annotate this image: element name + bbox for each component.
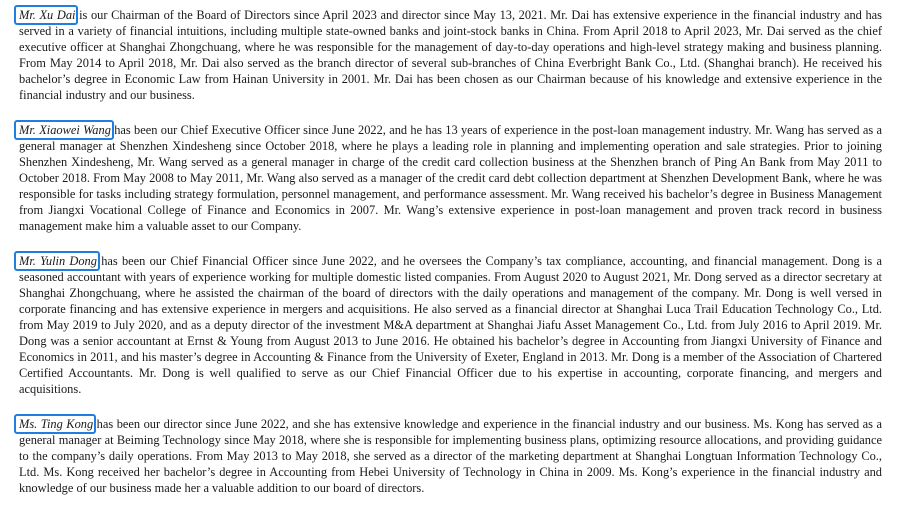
- highlighted-name-xiaowei-wang[interactable]: Mr. Xiaowei Wang: [19, 123, 111, 137]
- bio-text-xu-dai: is our Chairman of the Board of Directors since April 2023 and director since May 13, 2021. Mr. Dai has extensive experience in the financial industry and has served in a variety of financial intuitions, including multiple state-owned banks and joint-stock banks in China. From April 2018 to April 2023, Mr. Dai served as the chief executive officer at Shanghai Zhongchuang, where he was responsible for the management of day-to-day operations and high-level strategy making and business planning. From May 2014 to April 2018, Mr. Dai also served as the branch director of several sub-branches of China Everbright Bank Co., Ltd. (Shanghai branch). He received his bachelor’s degree in Economic Law from Hainan University in 2001. Mr. Dai has been chosen as our Chairman because of his knowledge and extensive experience in the financial industry and our business.: [19, 8, 882, 102]
- bio-paragraph-ting-kong: [19, 416, 882, 496]
- bio-paragraph-yulin-dong: [19, 253, 882, 397]
- bio-text-yulin-dong: has been our Chief Financial Officer since June 2022, and he oversees the Company’s tax compliance, accounting, and financial management. Dong is a seasoned accountant with years of experience working for multiple domestic listed companies. From August 2020 to August 2021, Mr. Dong served as a director secretary at Shanghai Zhongchuang, where he assisted the chairman of the board of directors with the daily operations and management of the company. Mr. Dong is well versed in corporate financing and has extensive experience in mergers and acquisitions. He also served as a financial director at Shanghai Luca Trail Education Technology Co., Ltd. from May 2019 to July 2020, and as a deputy director of the investment M&A department at Shanghai Jiafu Asset Management Co., Ltd. from July 2016 to April 2019. Mr. Dong was a senior accountant at Ernst & Young from August 2013 to June 2016. He obtained his bachelor’s degree in Accounting from Jiangxi University of Finance and Economics in 2011, and his master’s degree in Accounting & Finance from the University of Exeter, England in 2013. Mr. Dong is a member of the Association of Chartered Certified Accountants. Mr. Dong is well qualified to serve as our Chief Financial Officer due to his expertise in accounting, corporate financing, and mergers and acquisitions.: [19, 254, 882, 396]
- bio-paragraph-xu-dai: [19, 7, 882, 103]
- highlighted-name-xu-dai[interactable]: Mr. Xu Dai: [19, 8, 76, 22]
- bio-paragraph-xiaowei-wang: [19, 122, 882, 234]
- bio-text-xiaowei-wang: has been our Chief Executive Officer since June 2022, and he has 13 years of experience in the post-loan management industry. Mr. Wang has served as a general manager at Shenzhen Xindesheng since October 2018, where he plays a leading role in planning and implementing operation and sale strategies. Prior to joining Shenzhen Xindesheng, Mr. Wang served as a general manager in charge of the credit card collection business at the Shenzhen branch of Ping An Bank from May 2011 to October 2018. From May 2008 to May 2011, Mr. Wang also served as a manager of the credit card debt collection department at Shenzhen Development Bank, where he was responsible for tasks including strategy formulation, personnel management, and performance assessment. Mr. Wang received his bachelor’s degree in Business Management from Jiangxi Vocational College of Finance and Economics in 2007. Mr. Wang’s extensive experience in post-loan management and proven track record in business management make him a valuable asset to our Company.: [19, 123, 882, 233]
- bio-text-ting-kong: has been our director since June 2022, and she has extensive knowledge and experience in the financial industry and our business. Ms. Kong has served as a general manager at Beiming Technology since May 2018, where she is responsible for implementing business plans, optimizing resource allocations, and providing guidance to the company’s daily operations. From May 2013 to May 2018, she served as a director of the marketing department at Shanghai Longtuan Information Technology Co., Ltd. Ms. Kong received her bachelor’s degree in Accounting from Hebei University of Technology in China in 2009. Ms. Kong’s experience in the financial industry and knowledge of our business made her a valuable addition to our board of directors.: [19, 417, 883, 495]
- document-page: [19, 7, 882, 515]
- highlighted-name-yulin-dong[interactable]: Mr. Yulin Dong: [19, 254, 97, 268]
- highlighted-name-ting-kong[interactable]: Ms. Ting Kong: [19, 417, 94, 431]
